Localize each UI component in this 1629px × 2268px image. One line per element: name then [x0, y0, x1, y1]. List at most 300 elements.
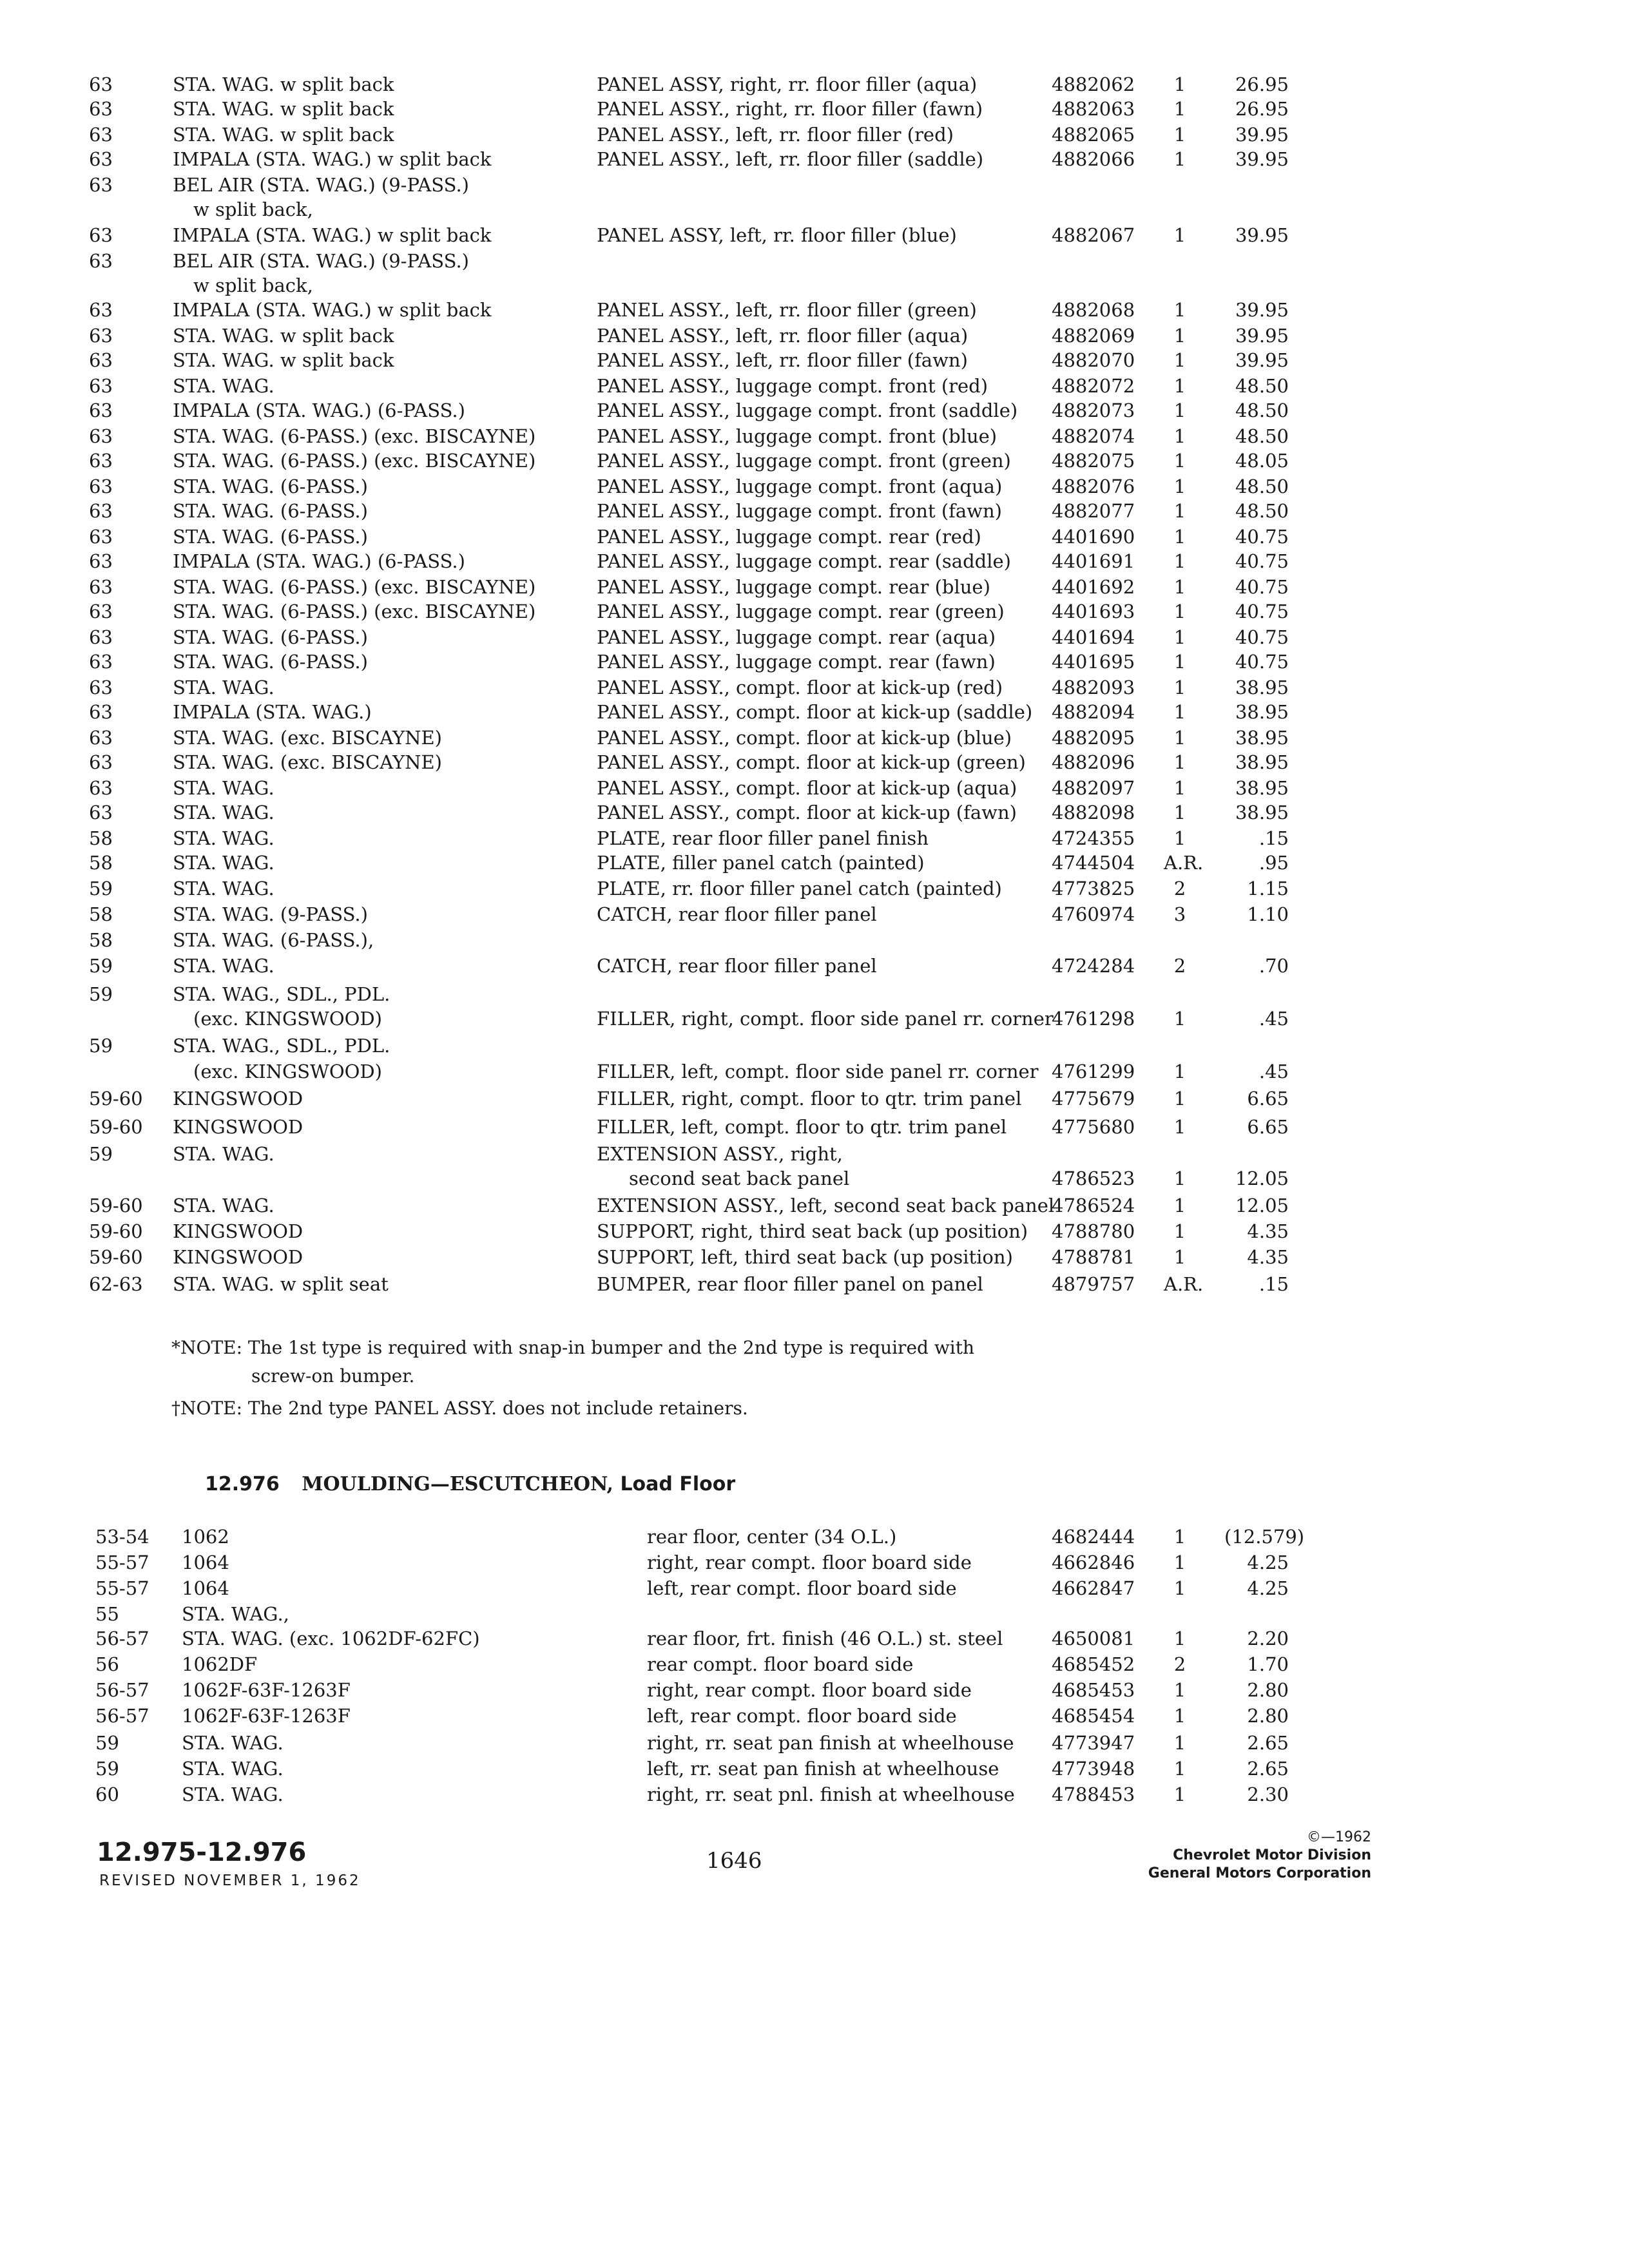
- quantity-cell: 1: [1173, 1220, 1186, 1242]
- model-cell: STA. WAG. w split back: [173, 73, 394, 95]
- part-number-cell: 4773825: [1052, 878, 1135, 899]
- table-row: [0, 1033, 1629, 1059]
- quantity-cell: 1: [1173, 1116, 1186, 1138]
- price-cell: 48.50: [1235, 425, 1289, 447]
- note-first-type: [171, 1334, 974, 1390]
- model-cell: STA. WAG.: [182, 1783, 284, 1805]
- price-cell: 40.75: [1235, 526, 1289, 548]
- price-cell: 48.50: [1235, 375, 1289, 397]
- model-cell: 1064: [182, 1552, 229, 1573]
- year-cell: 59: [89, 1035, 113, 1057]
- description-cell: PANEL ASSY., luggage compt. front (saddle): [597, 399, 1018, 421]
- description-cell: right, rear compt. floor board side: [647, 1552, 972, 1573]
- year-cell: 56-57: [95, 1679, 149, 1701]
- price-cell: 12.05: [1235, 1168, 1289, 1189]
- price-cell: 38.95: [1235, 802, 1289, 823]
- description-cell: PANEL ASSY., luggage compt. rear (aqua): [597, 626, 996, 648]
- table-row: [0, 474, 1629, 500]
- model-cell: (exc. KINGSWOOD): [193, 1061, 382, 1082]
- quantity-cell: 2: [1173, 955, 1186, 977]
- year-cell: 59: [89, 983, 113, 1005]
- description-cell: rear floor, frt. finish (46 O.L.) st. steel: [647, 1628, 1003, 1649]
- description-cell: PANEL ASSY, left, rr. floor filler (blue): [597, 224, 957, 246]
- model-cell: STA. WAG. w split back: [173, 325, 394, 347]
- footer-section-range: 12.975-12.976: [97, 1838, 307, 1867]
- part-number-cell: 4760974: [1052, 903, 1135, 925]
- year-cell: 58: [89, 852, 113, 874]
- description-cell: PANEL ASSY., luggage compt. front (red): [597, 375, 988, 397]
- quantity-cell: 1: [1173, 751, 1186, 773]
- part-number-cell: 4882067: [1052, 224, 1135, 246]
- model-cell: STA. WAG. w split back: [173, 124, 394, 146]
- part-number-cell: 4786524: [1052, 1195, 1135, 1216]
- quantity-cell: 1: [1173, 399, 1186, 421]
- price-cell: 39.95: [1235, 325, 1289, 347]
- part-number-cell: 4882096: [1052, 751, 1135, 773]
- year-cell: 63: [89, 325, 113, 347]
- price-cell: 1.10: [1247, 903, 1289, 925]
- year-cell: 63: [89, 73, 113, 95]
- note-first-type-line2: screw-on bumper.: [251, 1365, 415, 1387]
- year-cell: 63: [89, 802, 113, 823]
- part-number-cell: 4882098: [1052, 802, 1135, 823]
- price-cell: 39.95: [1235, 148, 1289, 170]
- model-cell: IMPALA (STA. WAG.) (6-PASS.): [173, 550, 465, 572]
- footer-page-number: 1646: [706, 1848, 762, 1874]
- description-cell: left, rear compt. floor board side: [647, 1705, 957, 1727]
- description-cell: PANEL ASSY., compt. floor at kick-up (green): [597, 751, 1026, 773]
- part-number-cell: 4882094: [1052, 701, 1135, 723]
- part-number-cell: 4401694: [1052, 626, 1135, 648]
- description-cell: PANEL ASSY., compt. floor at kick-up (aqua): [597, 777, 1017, 799]
- model-cell: IMPALA (STA. WAG.) (6-PASS.): [173, 399, 465, 421]
- year-cell: 58: [89, 929, 113, 951]
- model-cell: STA. WAG. (6-PASS.): [173, 500, 368, 522]
- model-cell: STA. WAG.: [173, 827, 275, 849]
- year-cell: 59: [89, 878, 113, 899]
- model-cell: BEL AIR (STA. WAG.) (9-PASS.): [173, 250, 469, 272]
- table-row: [0, 298, 1629, 323]
- year-cell: 59: [89, 955, 113, 977]
- description-cell: PANEL ASSY., luggage compt. rear (fawn): [597, 651, 996, 673]
- description-cell: left, rr. seat pan finish at wheelhouse: [647, 1758, 999, 1780]
- price-cell: 1.15: [1247, 878, 1289, 899]
- year-cell: 63: [89, 425, 113, 447]
- model-cell: KINGSWOOD: [173, 1246, 304, 1268]
- description-cell: SUPPORT, right, third seat back (up position): [597, 1220, 1028, 1242]
- table-row: [0, 499, 1629, 524]
- table-row: [0, 1704, 1629, 1729]
- quantity-cell: 1: [1173, 450, 1186, 472]
- table-row: [0, 700, 1629, 726]
- price-cell: 40.75: [1235, 550, 1289, 572]
- description-cell: EXTENSION ASSY., right,: [597, 1143, 843, 1165]
- table-row: [0, 1731, 1629, 1756]
- quantity-cell: 1: [1173, 526, 1186, 548]
- quantity-cell: 1: [1173, 576, 1186, 598]
- table-row: [0, 776, 1629, 802]
- price-cell: 4.35: [1247, 1220, 1289, 1242]
- model-cell: STA. WAG.: [173, 955, 275, 977]
- year-cell: 63: [89, 450, 113, 472]
- price-cell: .15: [1258, 1273, 1289, 1295]
- year-cell: 55: [95, 1603, 119, 1625]
- description-cell: PANEL ASSY., luggage compt. rear (blue): [597, 576, 990, 598]
- price-cell: 2.80: [1247, 1679, 1289, 1701]
- price-cell: 2.20: [1247, 1628, 1289, 1649]
- quantity-cell: 1: [1173, 626, 1186, 648]
- description-cell: PANEL ASSY., compt. floor at kick-up (saddle): [597, 701, 1033, 723]
- model-cell: STA. WAG. (exc. BISCAYNE): [173, 751, 442, 773]
- quantity-cell: 3: [1173, 903, 1186, 925]
- description-cell: PANEL ASSY., luggage compt. front (green): [597, 450, 1011, 472]
- part-number-cell: 4882077: [1052, 500, 1135, 522]
- quantity-cell: 1: [1173, 1061, 1186, 1082]
- price-cell: 2.80: [1247, 1705, 1289, 1727]
- table-row: [0, 1219, 1629, 1245]
- price-cell: 6.65: [1247, 1116, 1289, 1138]
- model-cell: w split back,: [193, 274, 313, 296]
- quantity-cell: 1: [1173, 802, 1186, 823]
- table-row: [0, 524, 1629, 550]
- table-row: [0, 675, 1629, 701]
- description-cell: FILLER, left, compt. floor to qtr. trim panel: [597, 1116, 1007, 1138]
- table-row: [0, 122, 1629, 148]
- table-row: [0, 1524, 1629, 1550]
- model-cell: 1062: [182, 1526, 229, 1548]
- table-row: [0, 1086, 1629, 1112]
- part-number-cell: 4788780: [1052, 1220, 1135, 1242]
- table-row: [0, 173, 1629, 198]
- model-cell: STA. WAG. w split back: [173, 98, 394, 120]
- year-cell: 58: [89, 903, 113, 925]
- table-row: [0, 1782, 1629, 1808]
- year-cell: 63: [89, 626, 113, 648]
- part-number-cell: 4882065: [1052, 124, 1135, 146]
- model-cell: 1064: [182, 1577, 229, 1599]
- price-cell: 48.50: [1235, 476, 1289, 497]
- table-row: [0, 147, 1629, 173]
- price-cell: 39.95: [1235, 124, 1289, 146]
- part-number-cell: 4786523: [1052, 1168, 1135, 1189]
- quantity-cell: 1: [1173, 224, 1186, 246]
- table-row: [0, 374, 1629, 399]
- quantity-cell: 1: [1173, 1168, 1186, 1189]
- part-number-cell: 4788781: [1052, 1246, 1135, 1268]
- model-cell: STA. WAG.: [173, 1195, 275, 1216]
- part-number-cell: 4882063: [1052, 98, 1135, 120]
- model-cell: STA. WAG. (6-PASS.) (exc. BISCAYNE): [173, 601, 536, 622]
- model-cell: STA. WAG., SDL., PDL.: [173, 983, 390, 1005]
- price-cell: 39.95: [1235, 299, 1289, 321]
- table-row: [0, 249, 1629, 274]
- table-row: [0, 575, 1629, 601]
- table-row: [0, 982, 1629, 1008]
- table-row: [0, 1576, 1629, 1602]
- part-number-cell: 4761299: [1052, 1061, 1135, 1082]
- description-cell: PLATE, rear floor filler panel finish: [597, 827, 929, 849]
- part-number-cell: 4724284: [1052, 955, 1135, 977]
- price-cell: 2.65: [1247, 1758, 1289, 1780]
- part-number-cell: 4882069: [1052, 325, 1135, 347]
- quantity-cell: 1: [1173, 325, 1186, 347]
- quantity-cell: 1: [1173, 349, 1186, 371]
- description-cell: right, rear compt. floor board side: [647, 1679, 972, 1701]
- year-cell: 63: [89, 98, 113, 120]
- price-cell: 48.50: [1235, 500, 1289, 522]
- year-cell: 59-60: [89, 1246, 143, 1268]
- footer-revised-date: REVISED NOVEMBER 1, 1962: [99, 1872, 361, 1889]
- part-number-cell: 4662846: [1052, 1552, 1135, 1573]
- model-cell: STA. WAG. w split back: [173, 349, 394, 371]
- table-row: [0, 1193, 1629, 1219]
- price-cell: 6.65: [1247, 1088, 1289, 1110]
- model-cell: STA. WAG.: [182, 1758, 284, 1780]
- year-cell: 63: [89, 500, 113, 522]
- part-number-cell: 4685453: [1052, 1679, 1135, 1701]
- model-cell: (exc. KINGSWOOD): [193, 1008, 382, 1030]
- model-cell: STA. WAG. (6-PASS.): [173, 476, 368, 497]
- part-number-cell: 4773948: [1052, 1758, 1135, 1780]
- model-cell: STA. WAG. w split seat: [173, 1273, 389, 1295]
- model-cell: STA. WAG. (exc. BISCAYNE): [173, 727, 442, 749]
- part-number-cell: 4761298: [1052, 1008, 1135, 1030]
- table-row: [0, 1550, 1629, 1576]
- table-row: [0, 1142, 1629, 1168]
- description-cell: CATCH, rear floor filler panel: [597, 903, 877, 925]
- part-number-cell: 4650081: [1052, 1628, 1135, 1649]
- part-number-cell: 4882095: [1052, 727, 1135, 749]
- footer-copyright-block: [1148, 1829, 1371, 1883]
- part-number-cell: 4882074: [1052, 425, 1135, 447]
- quantity-cell: 1: [1173, 777, 1186, 799]
- table-row: [0, 726, 1629, 751]
- description-cell: BUMPER, rear floor filler panel on panel: [597, 1273, 983, 1295]
- section-heading: [205, 1473, 735, 1495]
- table-row: [0, 323, 1629, 349]
- price-cell: 2.30: [1247, 1783, 1289, 1805]
- part-number-cell: 4882097: [1052, 777, 1135, 799]
- model-cell: STA. WAG. (6-PASS.),: [173, 929, 374, 951]
- table-row: [0, 750, 1629, 776]
- section-title-bold: MOULDING—ESCUTCHEON,: [302, 1473, 613, 1495]
- quantity-cell: A.R.: [1164, 1273, 1204, 1295]
- year-cell: 63: [89, 476, 113, 497]
- price-cell: 4.25: [1247, 1577, 1289, 1599]
- model-cell: IMPALA (STA. WAG.) w split back: [173, 148, 492, 170]
- model-cell: STA. WAG.: [173, 1143, 275, 1165]
- model-cell: STA. WAG.: [173, 878, 275, 899]
- description-cell: CATCH, rear floor filler panel: [597, 955, 877, 977]
- quantity-cell: 1: [1173, 425, 1186, 447]
- quantity-cell: 1: [1173, 651, 1186, 673]
- price-cell: 40.75: [1235, 651, 1289, 673]
- description-cell: rear floor, center (34 O.L.): [647, 1526, 897, 1548]
- model-cell: STA. WAG.: [173, 852, 275, 874]
- year-cell: 55-57: [95, 1577, 149, 1599]
- part-number-cell: 4773947: [1052, 1732, 1135, 1754]
- model-cell: STA. WAG. (6-PASS.): [173, 626, 368, 648]
- quantity-cell: 1: [1173, 476, 1186, 497]
- part-number-cell: 4882070: [1052, 349, 1135, 371]
- part-number-cell: 4682444: [1052, 1526, 1135, 1548]
- table-row: [0, 348, 1629, 374]
- quantity-cell: 1: [1173, 148, 1186, 170]
- quantity-cell: 1: [1173, 1628, 1186, 1649]
- year-cell: 63: [89, 174, 113, 196]
- part-number-cell: 4401691: [1052, 550, 1135, 572]
- part-number-cell: 4685452: [1052, 1653, 1135, 1675]
- year-cell: 63: [89, 224, 113, 246]
- part-number-cell: 4401695: [1052, 651, 1135, 673]
- footer-copyright: ©—1962: [1307, 1829, 1371, 1845]
- table-row: [0, 954, 1629, 979]
- description-cell: PANEL ASSY., compt. floor at kick-up (fawn): [597, 802, 1017, 823]
- model-cell: STA. WAG. (exc. 1062DF-62FC): [182, 1628, 480, 1649]
- year-cell: 63: [89, 399, 113, 421]
- model-cell: STA. WAG., SDL., PDL.: [173, 1035, 390, 1057]
- model-cell: STA. WAG.: [173, 802, 275, 823]
- year-cell: 58: [89, 827, 113, 849]
- quantity-cell: 2: [1173, 1653, 1186, 1675]
- part-number-cell: 4401693: [1052, 601, 1135, 622]
- table-row: [0, 826, 1629, 852]
- year-cell: 63: [89, 701, 113, 723]
- table-row: [0, 549, 1629, 575]
- model-cell: IMPALA (STA. WAG.) w split back: [173, 224, 492, 246]
- quantity-cell: 1: [1173, 73, 1186, 95]
- model-cell: 1062DF: [182, 1653, 258, 1675]
- year-cell: 56-57: [95, 1705, 149, 1727]
- model-cell: STA. WAG.,: [182, 1603, 289, 1625]
- price-cell: (12.579): [1224, 1526, 1305, 1548]
- year-cell: 59: [95, 1732, 119, 1754]
- table-row: [0, 850, 1629, 876]
- price-cell: .70: [1258, 955, 1289, 977]
- year-cell: 63: [89, 148, 113, 170]
- model-cell: STA. WAG. (6-PASS.) (exc. BISCAYNE): [173, 425, 536, 447]
- description-cell: PANEL ASSY., left, rr. floor filler (saddle): [597, 148, 984, 170]
- model-cell: IMPALA (STA. WAG.) w split back: [173, 299, 492, 321]
- quantity-cell: 1: [1173, 550, 1186, 572]
- quantity-cell: 1: [1173, 1088, 1186, 1110]
- table-row: [0, 197, 1629, 223]
- table-row: [0, 599, 1629, 625]
- quantity-cell: 1: [1173, 727, 1186, 749]
- description-cell: PANEL ASSY., luggage compt. rear (saddle): [597, 550, 1011, 572]
- price-cell: 4.25: [1247, 1552, 1289, 1573]
- year-cell: 63: [89, 349, 113, 371]
- table-row: [0, 649, 1629, 675]
- part-number-cell: 4775680: [1052, 1116, 1135, 1138]
- table-row: [0, 273, 1629, 299]
- description-cell: PANEL ASSY., compt. floor at kick-up (blue): [597, 727, 1012, 749]
- quantity-cell: 1: [1173, 701, 1186, 723]
- quantity-cell: 1: [1173, 299, 1186, 321]
- year-cell: 59-60: [89, 1220, 143, 1242]
- year-cell: 53-54: [95, 1526, 149, 1548]
- part-number-cell: 4401692: [1052, 576, 1135, 598]
- model-cell: STA. WAG. (6-PASS.) (exc. BISCAYNE): [173, 576, 536, 598]
- part-number-cell: 4882062: [1052, 73, 1135, 95]
- table-row: [0, 424, 1629, 450]
- description-cell: SUPPORT, left, third seat back (up position): [597, 1246, 1013, 1268]
- quantity-cell: 1: [1173, 1758, 1186, 1780]
- description-cell: left, rear compt. floor board side: [647, 1577, 957, 1599]
- year-cell: 63: [89, 777, 113, 799]
- part-number-cell: 4724355: [1052, 827, 1135, 849]
- table-row: [0, 1756, 1629, 1782]
- part-number-cell: 4882075: [1052, 450, 1135, 472]
- model-cell: STA. WAG. (6-PASS.): [173, 651, 368, 673]
- price-cell: 40.75: [1235, 601, 1289, 622]
- price-cell: 40.75: [1235, 576, 1289, 598]
- year-cell: 56-57: [95, 1628, 149, 1649]
- footer-division: Chevrolet Motor Division: [1173, 1847, 1371, 1863]
- price-cell: 39.95: [1235, 349, 1289, 371]
- part-number-cell: 4882073: [1052, 399, 1135, 421]
- model-cell: KINGSWOOD: [173, 1116, 304, 1138]
- quantity-cell: 1: [1173, 601, 1186, 622]
- description-cell: FILLER, right, compt. floor to qtr. trim panel: [597, 1088, 1022, 1110]
- price-cell: 38.95: [1235, 751, 1289, 773]
- part-number-cell: 4882093: [1052, 677, 1135, 698]
- description-cell: PLATE, rr. floor filler panel catch (painted): [597, 878, 1002, 899]
- quantity-cell: 1: [1173, 1246, 1186, 1268]
- part-number-cell: 4401690: [1052, 526, 1135, 548]
- table-row: [0, 72, 1629, 98]
- price-cell: 1.70: [1247, 1653, 1289, 1675]
- part-number-cell: 4744504: [1052, 852, 1135, 874]
- model-cell: STA. WAG. (6-PASS.) (exc. BISCAYNE): [173, 450, 536, 472]
- table-row: [0, 1626, 1629, 1652]
- year-cell: 63: [89, 526, 113, 548]
- model-cell: STA. WAG.: [173, 375, 275, 397]
- quantity-cell: 2: [1173, 878, 1186, 899]
- price-cell: .45: [1258, 1061, 1289, 1082]
- model-cell: KINGSWOOD: [173, 1220, 304, 1242]
- price-cell: .15: [1258, 827, 1289, 849]
- section-title-rest: Load Floor: [620, 1473, 736, 1495]
- description-cell: PANEL ASSY., luggage compt. front (blue): [597, 425, 998, 447]
- part-number-cell: 4882066: [1052, 148, 1135, 170]
- year-cell: 63: [89, 576, 113, 598]
- year-cell: 63: [89, 601, 113, 622]
- table-row: [0, 1059, 1629, 1085]
- price-cell: 38.95: [1235, 677, 1289, 698]
- quantity-cell: 1: [1173, 1526, 1186, 1548]
- part-number-cell: 4879757: [1052, 1273, 1135, 1295]
- note-panel-assy: †NOTE: The 2nd type PANEL ASSY. does not include retainers.: [171, 1398, 748, 1419]
- description-cell: PANEL ASSY., left, rr. floor filler (green): [597, 299, 977, 321]
- description-cell: PANEL ASSY., luggage compt. front (fawn): [597, 500, 1002, 522]
- model-cell: 1062F-63F-1263F: [182, 1705, 351, 1727]
- quantity-cell: 1: [1173, 1705, 1186, 1727]
- table-row: [0, 625, 1629, 651]
- price-cell: 39.95: [1235, 224, 1289, 246]
- description-cell: PANEL ASSY., compt. floor at kick-up (red): [597, 677, 1003, 698]
- year-cell: 63: [89, 727, 113, 749]
- description-cell: PANEL ASSY, right, rr. floor filler (aqua): [597, 73, 978, 95]
- model-cell: KINGSWOOD: [173, 1088, 304, 1110]
- description-cell: PANEL ASSY., left, rr. floor filler (aqua): [597, 325, 969, 347]
- year-cell: 63: [89, 375, 113, 397]
- year-cell: 59-60: [89, 1088, 143, 1110]
- year-cell: 56: [95, 1653, 119, 1675]
- price-cell: .95: [1258, 852, 1289, 874]
- footer-corporation: General Motors Corporation: [1148, 1865, 1371, 1881]
- year-cell: 63: [89, 124, 113, 146]
